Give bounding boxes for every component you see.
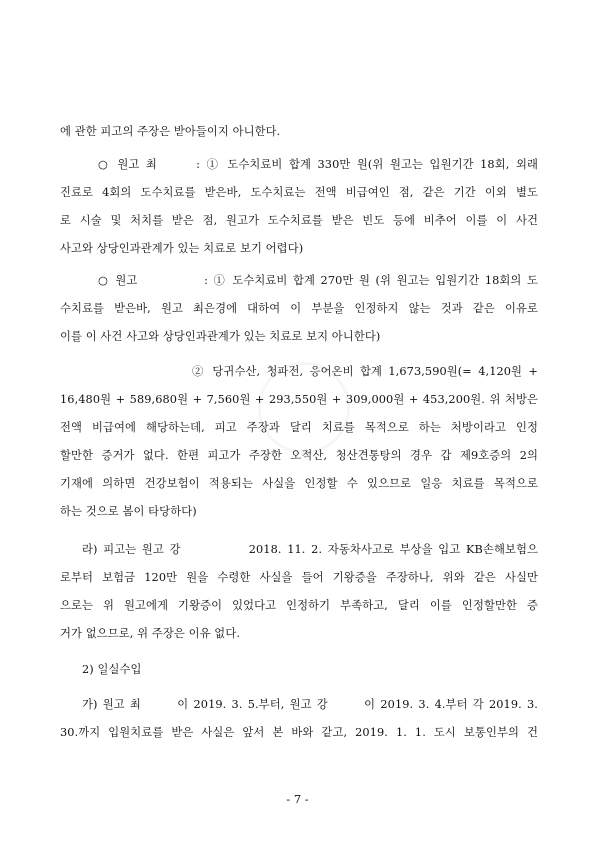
text-line: 로 시술 및 처치를 받은 점, 원고가 도수치료를 받은 빈도 등에 비추어 이를 이 사건	[60, 214, 538, 227]
text-line: 전액 비급여에 해당하는데, 피고 주장과 달리 치료를 목적으로 하는 처방이라고 인정	[60, 421, 538, 434]
page-number: - 7 -	[286, 792, 309, 806]
text-line: 진료로 4회의 도수치료를 받은바, 도수치료는 전액 비급여인 점, 같은 기간 이외 별도	[60, 186, 538, 199]
text-line: ○ 원고 : ① 도수치료비 합계 270만 원 (위 원고는 입원기간 18회의 도	[98, 274, 538, 287]
text-line: ② 당귀수산, 청파전, 응어온비 합계 1,673,590원(= 4,120원 +	[192, 365, 538, 378]
text-line: 수치료를 받은바, 원고 최은경에 대하여 이 부분을 인정하지 않는 것과 같은 이유로	[60, 302, 538, 315]
text-line: ○ 원고 최 : ① 도수치료비 합계 330만 원(위 원고는 입원기간 18회, 외래	[98, 158, 538, 171]
text-line: 사고와 상당인과관계가 있는 치료로 보기 어렵다)	[60, 242, 304, 255]
text-line: 16,480원 + 589,680원 + 7,560원 + 293,550원 + 309,000원 + 453,200원. 위 처방은	[60, 393, 538, 406]
section-heading: 2) 일실수입	[82, 663, 142, 676]
text-line: 할만한 증거가 없다. 한편 피고가 주장한 오적산, 청산견통탕의 경우 갑 제9호증의 2의	[60, 449, 538, 462]
text-line: 라) 피고는 원고 강 2018. 11. 2. 자동차사고로 부상을 입고 KB손해보험으	[82, 543, 538, 556]
text-line: 기재에 의하면 건강보험이 적용되는 사실을 인정할 수 있으므로 일응 치료를 목적으로	[60, 477, 538, 490]
text-line: 30.까지 입원치료를 받은 사실은 앞서 본 바와 같고, 2019. 1. 1. 도시 보통인부의 건	[60, 726, 538, 739]
text-line: 가) 원고 최 이 2019. 3. 5.부터, 원고 강 이 2019. 3. 4.부터 각 2019. 3.	[82, 698, 538, 711]
text-line: 로부터 보험금 120만 원을 수령한 사실을 들어 기왕증을 주장하나, 위와 같은 사실만	[60, 571, 538, 584]
text-line: 에 관한 피고의 주장은 받아들이지 아니한다.	[60, 125, 281, 138]
text-line: 거가 없으므로, 위 주장은 이유 없다.	[60, 627, 241, 640]
text-line: 이를 이 사건 사고와 상당인과관계가 있는 치료로 보지 아니한다)	[60, 330, 381, 343]
text-line: 하는 것으로 봄이 타당하다)	[60, 505, 197, 518]
text-line: 으로는 위 원고에게 기왕증이 있었다고 인정하기 부족하고, 달리 이를 인정할만한 증	[60, 599, 538, 612]
